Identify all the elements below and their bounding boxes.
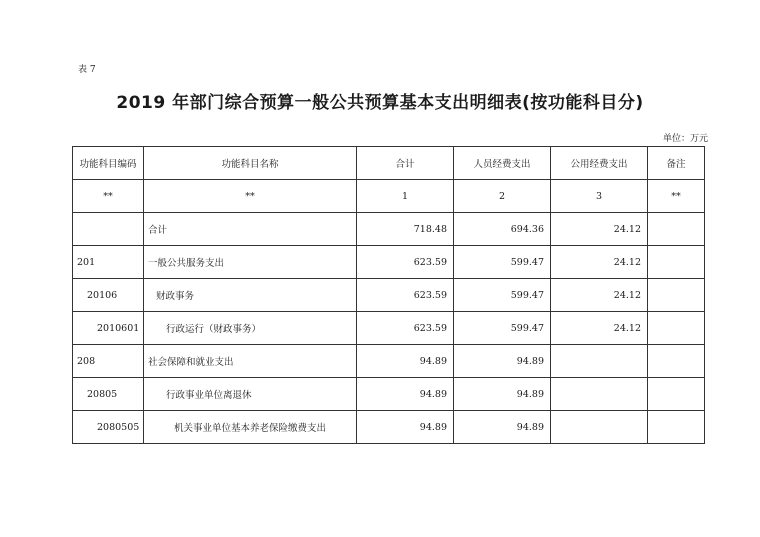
cell-note: [648, 213, 705, 246]
cell-note: [648, 378, 705, 411]
cell-public: 24.12: [551, 312, 648, 345]
cell-public: 24.12: [551, 213, 648, 246]
cell-public: [551, 345, 648, 378]
table-row: [73, 246, 705, 279]
index-personnel: 2: [454, 180, 551, 213]
index-public: 3: [551, 180, 648, 213]
cell-personnel: 599.47: [454, 312, 551, 345]
cell-public: [551, 378, 648, 411]
cell-personnel: 694.36: [454, 213, 551, 246]
cell-total: 94.89: [357, 345, 454, 378]
cell-name: 行政运行（财政事务）: [144, 312, 357, 345]
unit-label: 单位：万元: [662, 134, 708, 144]
cell-public: 24.12: [551, 246, 648, 279]
table-number: 表 7: [78, 65, 96, 75]
header-note: 备注: [648, 147, 705, 180]
cell-code: 2010601: [73, 312, 144, 345]
index-name: **: [144, 180, 357, 213]
table-row: [73, 411, 705, 444]
table-row: [73, 213, 705, 246]
header-public: 公用经费支出: [551, 147, 648, 180]
cell-note: [648, 246, 705, 279]
cell-total: 623.59: [357, 279, 454, 312]
cell-public: 24.12: [551, 279, 648, 312]
cell-code: [73, 213, 144, 246]
header-name: 功能科目名称: [144, 147, 357, 180]
cell-code: 2080505: [73, 411, 144, 444]
index-total: 1: [357, 180, 454, 213]
table-index-row: [73, 180, 705, 213]
cell-name: 社会保障和就业支出: [144, 345, 357, 378]
cell-personnel: 94.89: [454, 378, 551, 411]
expenditure-table: [72, 146, 705, 444]
header-total: 合计: [357, 147, 454, 180]
cell-name: 机关事业单位基本养老保险缴费支出: [144, 411, 357, 444]
cell-public: [551, 411, 648, 444]
cell-code: 20106: [73, 279, 144, 312]
cell-note: [648, 411, 705, 444]
document-title: 2019 年部门综合预算一般公共预算基本支出明细表(按功能科目分): [116, 93, 644, 113]
cell-total: 623.59: [357, 246, 454, 279]
table-row: [73, 345, 705, 378]
cell-name: 合计: [144, 213, 357, 246]
table-row: [73, 378, 705, 411]
table-row: [73, 279, 705, 312]
cell-personnel: 94.89: [454, 345, 551, 378]
cell-code: 208: [73, 345, 144, 378]
cell-code: 201: [73, 246, 144, 279]
cell-total: 718.48: [357, 213, 454, 246]
cell-note: [648, 279, 705, 312]
index-code: **: [73, 180, 144, 213]
cell-personnel: 94.89: [454, 411, 551, 444]
header-personnel: 人员经费支出: [454, 147, 551, 180]
index-note: **: [648, 180, 705, 213]
cell-personnel: 599.47: [454, 279, 551, 312]
cell-total: 94.89: [357, 411, 454, 444]
cell-total: 94.89: [357, 378, 454, 411]
cell-name: 财政事务: [144, 279, 357, 312]
cell-code: 20805: [73, 378, 144, 411]
cell-note: [648, 312, 705, 345]
cell-personnel: 599.47: [454, 246, 551, 279]
cell-total: 623.59: [357, 312, 454, 345]
cell-note: [648, 345, 705, 378]
header-code: 功能科目编码: [73, 147, 144, 180]
table-row: [73, 312, 705, 345]
table-header-row: [73, 147, 705, 180]
cell-name: 行政事业单位离退休: [144, 378, 357, 411]
cell-name: 一般公共服务支出: [144, 246, 357, 279]
